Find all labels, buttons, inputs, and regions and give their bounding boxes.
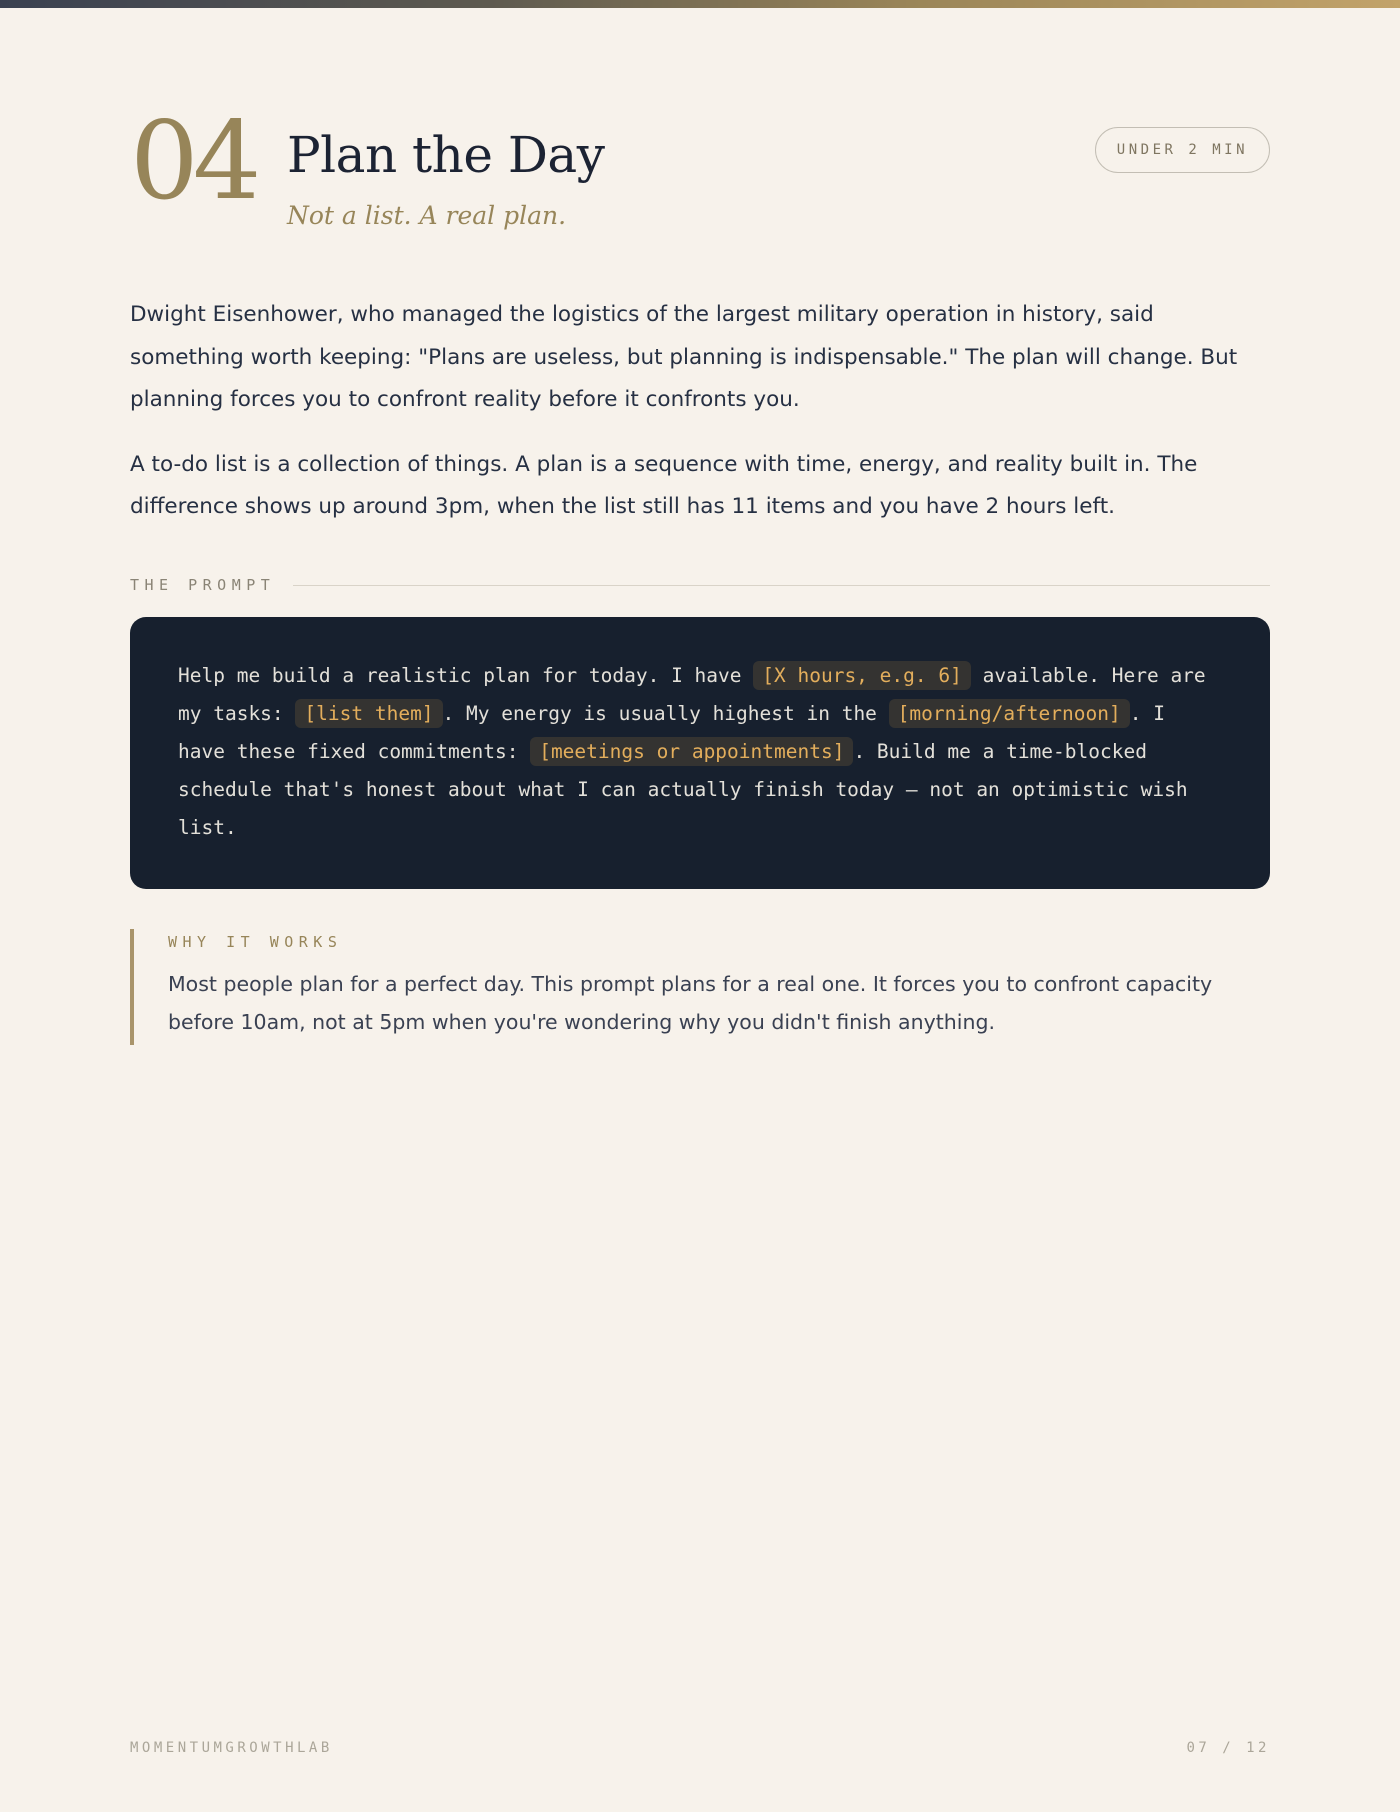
why-text: Most people plan for a perfect day. This prompt plans for a real one. It forces you to confront capacity before 10am, not at 5pm when you're wondering why you didn't finish anything. xyxy=(168,972,1213,1034)
page-title: Plan the Day xyxy=(287,126,605,184)
prompt-text-segment: available. Here are my tasks: xyxy=(178,664,1206,725)
placeholder-hours: [X hours, e.g. 6] xyxy=(753,661,971,690)
footer-brand: MOMENTUMGROWTHLAB xyxy=(130,1740,333,1756)
intro-section xyxy=(130,294,1270,551)
divider xyxy=(293,585,1270,586)
page-number: 07 / 12 xyxy=(1186,1740,1270,1756)
chapter-number: 04 xyxy=(130,99,256,224)
placeholder-commitments: [meetings or appointments] xyxy=(530,737,853,766)
prompt-text-segment: Help me build a realistic plan for today. I have xyxy=(178,664,754,687)
placeholder-tasks: [list them] xyxy=(295,699,442,728)
prompt-text-segment: . Build me a time-blocked schedule that's honest about what I can actually finish today — not an optimistic wish list. xyxy=(178,740,1188,839)
prompt-label: THE PROMPT xyxy=(130,576,276,594)
prompt-text-segment: . My energy is usually highest in the xyxy=(442,702,889,725)
why-label: WHY IT WORKS xyxy=(168,933,343,951)
page-subtitle: Not a list. A real plan. xyxy=(287,201,567,230)
page-footer xyxy=(130,1740,1270,1756)
prompt-section-label xyxy=(130,576,1270,594)
prompt-box[interactable] xyxy=(130,617,1270,889)
why-it-works-callout xyxy=(130,929,1270,1045)
placeholder-energy-time: [morning/afternoon] xyxy=(889,699,1130,728)
prompt-text xyxy=(178,657,1222,847)
time-badge: UNDER 2 MIN xyxy=(1095,127,1270,173)
intro-paragraph: A to-do list is a collection of things. A plan is a sequence with time, energy, and reality built in. The difference shows up around 3pm, when the list still has 11 items and you have 2 hours left. xyxy=(130,451,1198,519)
intro-paragraph: Dwight Eisenhower, who managed the logistics of the largest military operation in history, said something worth keeping: "Plans are useless, but planning is indispensable." The plan will change. But planning forces you to confront reality before it confronts you. xyxy=(130,302,1238,412)
chapter-header xyxy=(130,99,1270,248)
page xyxy=(130,0,1270,1812)
prompt-text-segment: . I have these fixed commitments: xyxy=(178,702,1165,763)
